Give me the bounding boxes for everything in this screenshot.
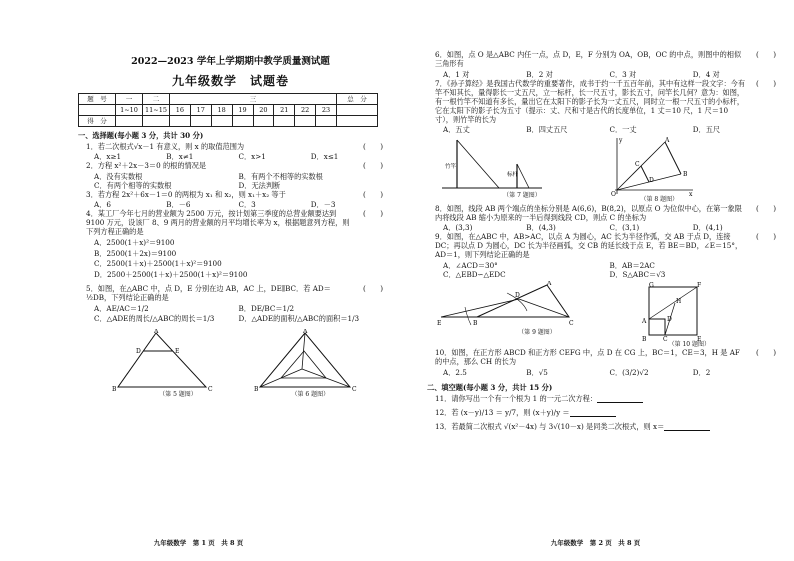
svg-text:A: A bbox=[547, 280, 552, 287]
score-header-cell: 二 bbox=[143, 93, 170, 104]
score-cell: 11~15 bbox=[143, 104, 170, 115]
question-6: 6．如图，点 O 是△ABC 内任一点，点 D，E，F 分别为 OA，OB，OC 的中点，则图中的相似三角形有 ( ) bbox=[435, 50, 776, 68]
svg-text:H: H bbox=[676, 297, 682, 305]
svg-text:C: C bbox=[635, 161, 640, 168]
score-cell: 21 bbox=[274, 104, 295, 115]
figure-10-squares bbox=[639, 281, 705, 341]
score-cell: 19 bbox=[232, 104, 253, 115]
svg-text:D: D bbox=[667, 315, 673, 323]
right-figures-top bbox=[437, 136, 776, 204]
left-figures bbox=[78, 329, 383, 399]
figure-7-poles bbox=[437, 136, 547, 192]
figure-8-caption: （第 8 题图） bbox=[640, 196, 679, 203]
score-header-cell: 一 bbox=[116, 93, 143, 104]
svg-text:E: E bbox=[175, 348, 180, 356]
question-5: 5．如图，在△ABC 中，点 D，E 分别在边 AB，AC 上，DE∥BC．若 AD＝½DB，下列结论正确的是 ( ) bbox=[86, 284, 383, 303]
score-cell: 1~10 bbox=[116, 104, 143, 115]
score-cell bbox=[337, 104, 378, 115]
score-cell: 18 bbox=[211, 104, 232, 115]
exam-title: 2022—2023 学年上学期期中教学质量测试题 bbox=[131, 56, 330, 67]
score-cell: 20 bbox=[253, 104, 274, 115]
svg-text:B: B bbox=[112, 386, 117, 392]
question-2-options: A．没有实数根 B．有两个不相等的实数根 C．有两个相等的实数根 D．无法判断 bbox=[94, 171, 323, 190]
score-cell: 得 分 bbox=[79, 115, 116, 126]
marker-pole-label: 标杆 bbox=[507, 172, 519, 178]
question-4: 4．某工厂今年七月的营业额为 2500 万元，按计划第三季度的总营业额要达到 9100 万元，设该厂 8、9 两月的营业额的月平均增长率为 x，根据题意列方程，则下列方程正确的是 ( ) bbox=[86, 209, 383, 237]
question-4-options: A．2500(1＋x)²＝9100 B．2500(1＋2x)＝9100 C．2500(1＋x)＋2500(1＋x)²＝9100 D．2500＋2500(1＋x)＋2500(1＋x)²＝9100 bbox=[94, 237, 248, 280]
question-10-options: A．2.5 B．√5 C．(3/2)√2 D．2 bbox=[443, 367, 711, 377]
figure-10 bbox=[639, 281, 739, 349]
svg-text:B: B bbox=[642, 335, 647, 341]
svg-text:B: B bbox=[473, 319, 478, 327]
figure-5-caption: （第 5 题图） bbox=[159, 391, 197, 399]
score-header-cell: 题 号 bbox=[79, 93, 116, 104]
svg-text:C: C bbox=[663, 335, 668, 341]
question-9: 9．如图，在△ABC 中，AB>AC，以点 A 为圆心，AC 长为半径作弧，交 AB 于点 D，连接 DC；再以点 D 为圆心，DC 长为半径画弧，交 CB 的延长线于点 E，若 BE＝BD，∠E＝15°，AD＝1，则下列结论正确的是 ( ) bbox=[435, 232, 776, 259]
svg-text:O: O bbox=[611, 191, 617, 196]
section-fill-heading: 二、填空题(每小题 3 分，共计 15 分) bbox=[427, 382, 553, 392]
score-header-cell: 总 分 bbox=[337, 93, 378, 104]
question-1: 1．若二次根式√x－1 有意义，则 x 的取值范围为 ( ) bbox=[86, 141, 383, 151]
question-3: 3．若方程 2x²＋6x－1＝0 的两根为 x₁ 和 x₂，则 x₁＋x₂ 等于 ( ) bbox=[86, 189, 383, 199]
answer-blank-12[interactable] bbox=[570, 409, 616, 417]
svg-text:F: F bbox=[697, 281, 702, 289]
figure-9-triangle bbox=[437, 281, 577, 329]
question-2: 2．方程 x²＋2x－3＝0 的根的情况是 ( ) bbox=[86, 161, 383, 171]
svg-text:C: C bbox=[208, 386, 213, 392]
right-figures-middle bbox=[437, 281, 776, 349]
figure-7-caption: （第 7 题图） bbox=[503, 192, 541, 199]
svg-text:B: B bbox=[683, 171, 688, 178]
score-cell: 23 bbox=[316, 104, 337, 115]
exam-subtitle: 九年级数学 试题卷 bbox=[171, 73, 289, 88]
question-9-options: A．∠ACD＝30° B．AB＝2AC C．△EBD∽△EDC D．S△ABC＝√3 bbox=[443, 260, 666, 279]
question-12: 12．若 (x－y)/13 ＝ y/7，则 (x＋y)/y ＝ bbox=[435, 408, 776, 417]
svg-text:D: D bbox=[136, 348, 141, 356]
svg-text:A: A bbox=[665, 137, 670, 144]
question-8: 8．如图，线段 AB 两个端点的坐标分别是 A(6,6)，B(8,2)，以原点 O 为位似中心，在第一象限内将线段 AB 缩小为原来的一半后得到线段 CD，则点 C 的坐标为 ( ) bbox=[435, 203, 776, 222]
question-8-options: A．(3,3) B．(4,3) C．(3,1) D．(4,1) bbox=[443, 223, 723, 232]
score-table bbox=[78, 93, 378, 127]
figure-5 bbox=[108, 329, 248, 399]
svg-text:C: C bbox=[569, 319, 574, 327]
bamboo-pole-label: 竹竿 bbox=[445, 164, 457, 170]
score-cell: 16 bbox=[170, 104, 191, 115]
question-5-options: A．AE/AC＝1/2 B．DE/BC＝1/2 C．△ADE的周长/△ABC的周长＝1/3 D．△ADE的面积/△ABC的面积＝1/3 bbox=[94, 303, 360, 324]
page-2-footer: 九年级数学 第 2 页 共 8 页 bbox=[550, 538, 641, 547]
score-cell: 17 bbox=[190, 104, 211, 115]
question-10: 10．如图，在正方形 ABCD 和正方形 CEFG 中，点 D 在 CG 上，BC＝1，CE＝3，H 是 AF 的中点，那么 CH 的长为 ( ) bbox=[435, 348, 776, 366]
question-13: 13．若最简二次根式 √(x²－4x) 与 3√(10－x) 是同类二次根式，则 x＝ bbox=[435, 422, 776, 431]
svg-text:G: G bbox=[649, 281, 655, 289]
figure-8 bbox=[609, 136, 709, 204]
score-header-cell: 三 bbox=[170, 93, 337, 104]
svg-text:A: A bbox=[303, 329, 308, 336]
svg-text:A: A bbox=[642, 317, 647, 325]
score-cell: 22 bbox=[295, 104, 316, 115]
figure-6 bbox=[250, 329, 370, 399]
figure-6-triangles bbox=[250, 329, 360, 391]
figure-9-caption: （第 9 题图） bbox=[518, 328, 556, 336]
question-7-options: A．五丈 B．四丈五尺 C．一丈 D．五尺 bbox=[443, 125, 721, 134]
section-choice-heading: 一、选择题(每小题 3 分，共计 30 分) bbox=[78, 130, 204, 140]
question-7: 7．《孙子算经》是我国古代数学的重要著作，成书于约一千五百年前，其中有这样一段文字：今有竿不知其长，量得影长一丈五尺，立一标杆，长一尺五寸，影长五寸，问竿长几何？意为：如图，有一根竹竿不知道有多长，量出它在太阳下的影子长为一丈五尺，同时立一根一尺五寸的小标杆，它在太阳下的影子长为五寸（提示：丈、尺和寸是古代的长度单位，1 丈＝10 尺，1 尺＝10 寸），则竹竿的长为 ( ) bbox=[435, 78, 776, 124]
figure-7 bbox=[437, 136, 607, 200]
page-1-footer: 九年级数学 第 1 页 共 8 页 bbox=[153, 538, 244, 547]
svg-text:E: E bbox=[437, 319, 442, 327]
figure-8-coordinate bbox=[609, 136, 695, 196]
right-page bbox=[397, 0, 794, 561]
question-1-options: A．x≥1 B．x≠1 C．x>1 D．x≤1 bbox=[94, 152, 339, 162]
answer-blank-11[interactable] bbox=[597, 395, 643, 403]
question-11: 11．请你写出一个有一个根为 1 的一元二次方程： bbox=[435, 394, 776, 403]
figure-10-caption: （第 10 题图） bbox=[668, 340, 711, 348]
score-cell bbox=[79, 104, 116, 115]
svg-text:D: D bbox=[515, 291, 520, 299]
svg-text:B: B bbox=[254, 386, 259, 392]
svg-text:D: D bbox=[649, 177, 655, 184]
answer-blank-13[interactable] bbox=[664, 423, 710, 431]
figure-5-triangle bbox=[108, 329, 218, 391]
svg-text:y: y bbox=[619, 137, 623, 144]
question-6-options: A．1 对 B．2 对 C．3 对 D．4 对 bbox=[443, 69, 720, 79]
svg-text:E: E bbox=[697, 335, 702, 341]
question-3-options: A．6 B．－6 C．3 D．－3 bbox=[94, 200, 336, 210]
svg-text:x: x bbox=[689, 191, 693, 196]
svg-text:C: C bbox=[352, 386, 357, 392]
svg-text:A: A bbox=[154, 329, 159, 336]
figure-6-caption: （第 6 题图） bbox=[291, 391, 330, 399]
figure-9 bbox=[437, 281, 637, 337]
